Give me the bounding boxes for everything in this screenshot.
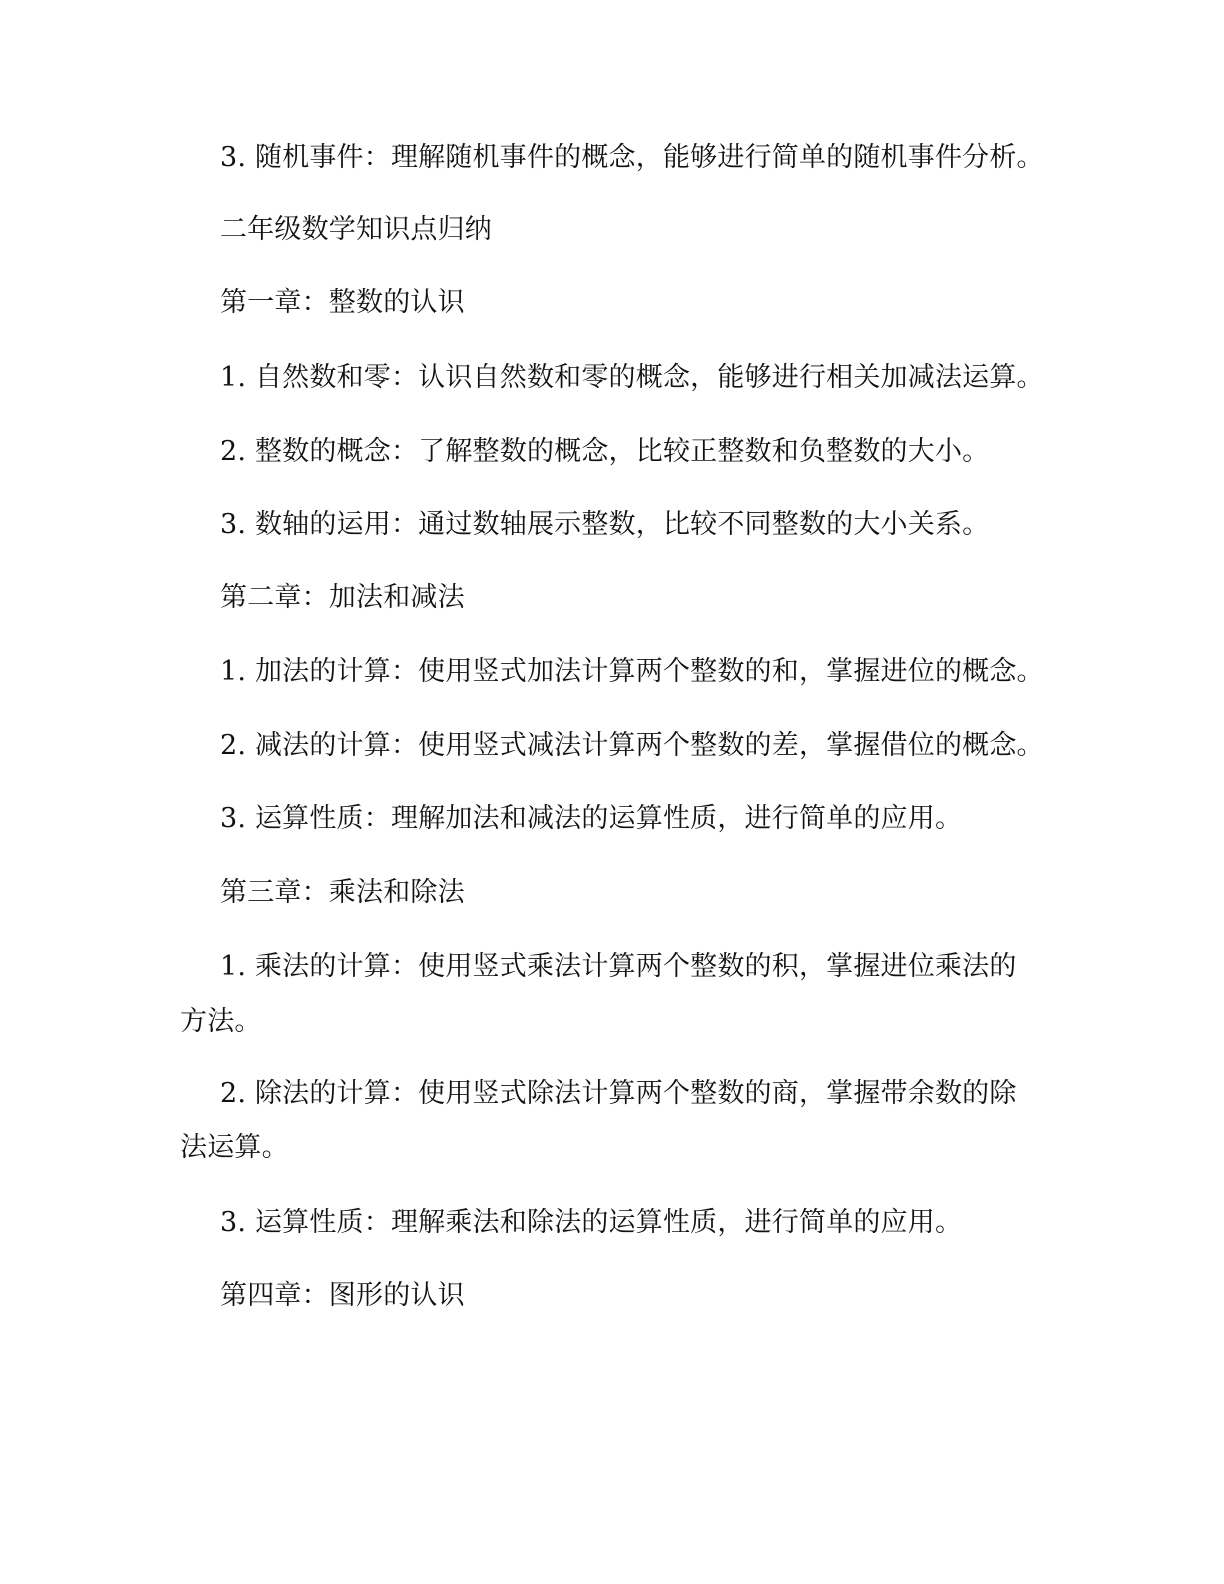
chapter-3-item-1: 1. 乘法的计算：使用竖式乘法计算两个整数的积，掌握进位乘法的 (220, 951, 1017, 982)
chapter-1-item-2: 2. 整数的概念：了解整数的概念，比较正整数和负整数的大小。 (220, 436, 990, 467)
chapter-2-item-1: 1. 加法的计算：使用竖式加法计算两个整数的和，掌握进位的概念。 (220, 656, 1044, 687)
chapter-3-heading: 第三章：乘法和除法 (220, 877, 465, 908)
chapter-2-heading: 第二章：加法和减法 (220, 582, 465, 613)
chapter-3-item-2-continuation: 法运算。 (180, 1132, 289, 1163)
chapter-4-heading: 第四章：图形的认识 (220, 1280, 465, 1311)
chapter-3-item-3: 3. 运算性质：理解乘法和除法的运算性质，进行简单的应用。 (220, 1207, 963, 1238)
chapter-1-item-3: 3. 数轴的运用：通过数轴展示整数，比较不同整数的大小关系。 (220, 509, 990, 540)
chapter-1-heading: 第一章：整数的认识 (220, 287, 465, 318)
document-title: 二年级数学知识点归纳 (220, 214, 492, 245)
chapter-1-item-1: 1. 自然数和零：认识自然数和零的概念，能够进行相关加减法运算。 (220, 362, 1044, 393)
random-event-item: 3. 随机事件：理解随机事件的概念，能够进行简单的随机事件分析。 (220, 142, 1044, 173)
chapter-3-item-1-continuation: 方法。 (180, 1006, 262, 1037)
chapter-2-item-2: 2. 减法的计算：使用竖式减法计算两个整数的差，掌握借位的概念。 (220, 730, 1044, 761)
chapter-3-item-2: 2. 除法的计算：使用竖式除法计算两个整数的商，掌握带余数的除 (220, 1078, 1017, 1109)
chapter-2-item-3: 3. 运算性质：理解加法和减法的运算性质，进行简单的应用。 (220, 803, 963, 834)
